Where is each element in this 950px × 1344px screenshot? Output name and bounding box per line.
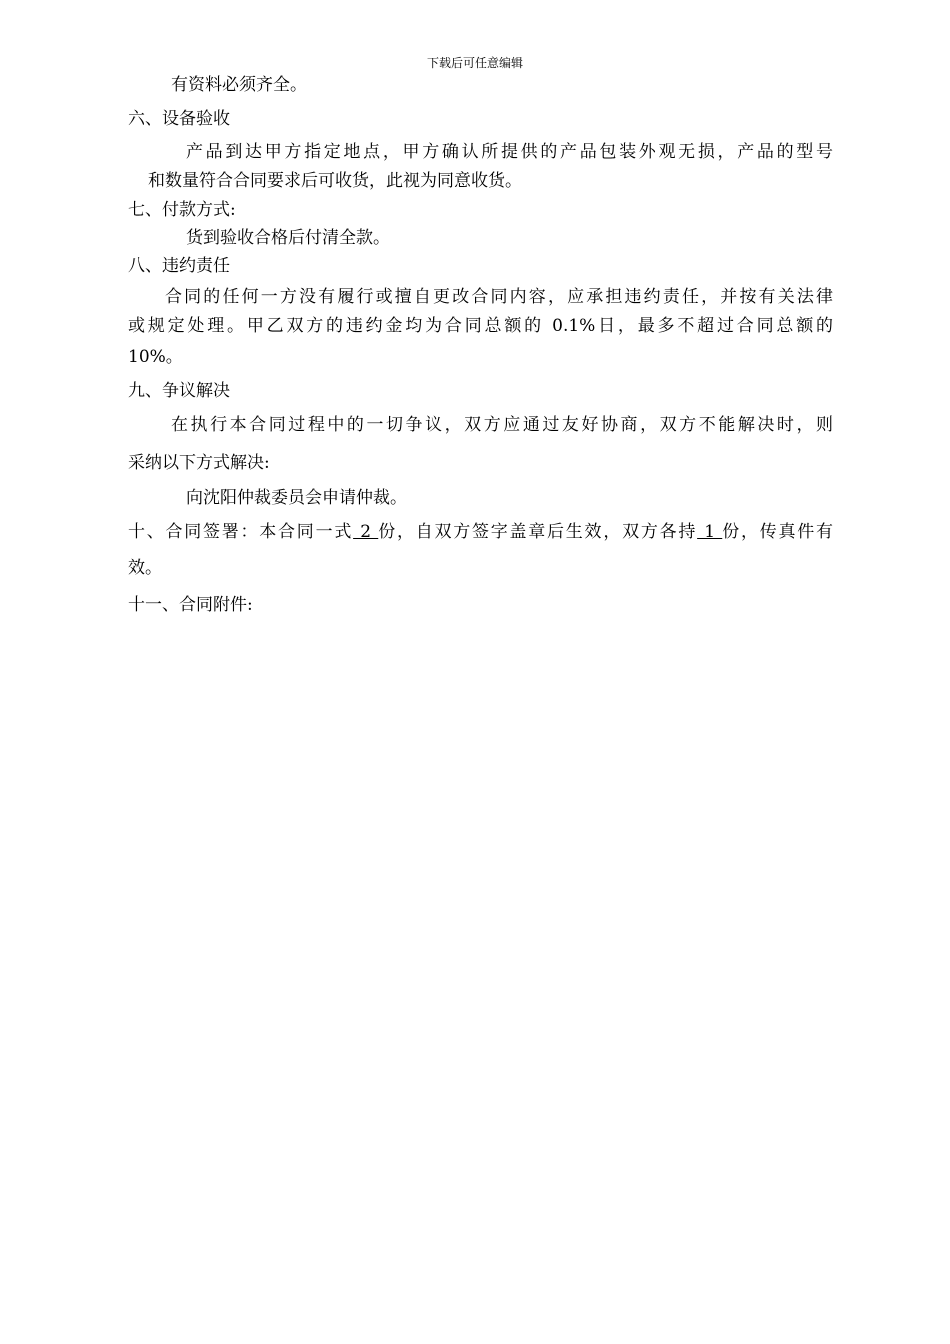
page-header: 下载后可任意编辑 [426,56,523,70]
paragraph-line: 向沈阳仲裁委员会申请仲裁。 [186,488,407,508]
signing-text: 份，自双方签字盖章后生效，双方各持 [378,522,698,542]
paragraph-line: 有资料必须齐全。 [171,75,307,95]
paragraph-line: 和数量符合合同要求后可收货，此视为同意收货。 [148,171,522,191]
paragraph-line: 10%。 [128,347,183,367]
copies-count: 2 [353,522,379,542]
paragraph-line: 或规定处理。甲乙双方的违约金均为合同总额的 0.1%日，最多不超过合同总额的 [128,316,833,336]
copies-each: 1 [697,522,723,542]
section-heading-acceptance: 六、设备验收 [128,109,230,129]
section-heading-liability: 八、违约责任 [128,256,230,276]
paragraph-line: 产品到达甲方指定地点，甲方确认所提供的产品包装外观无损，产品的型号 [186,142,833,162]
section-heading-signing [128,521,833,543]
section-heading-attachments: 十一、合同附件: [128,595,253,615]
paragraph-line: 货到验收合格后付清全款。 [186,228,390,248]
signing-text: 十、合同签署：本合同一式 [128,522,354,542]
section-heading-dispute: 九、争议解决 [128,381,230,401]
paragraph-line: 效。 [128,558,162,578]
signing-text: 份，传真件有 [722,522,834,542]
paragraph-line: 在执行本合同过程中的一切争议，双方应通过友好协商，双方不能解决时，则 [171,415,833,435]
paragraph-line: 采纳以下方式解决: [128,453,270,473]
paragraph-line: 合同的任何一方没有履行或擅自更改合同内容，应承担违约责任，并按有关法律 [165,287,833,307]
section-heading-payment: 七、付款方式: [128,200,236,220]
